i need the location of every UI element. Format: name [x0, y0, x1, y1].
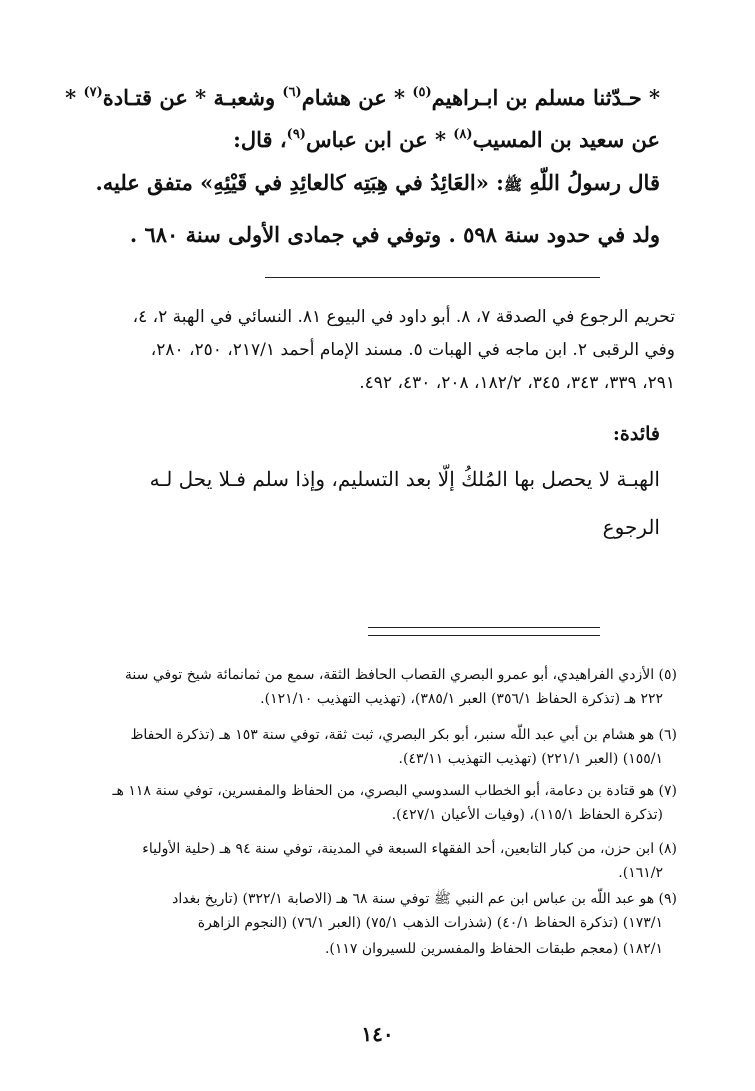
footnote-ref-6: (٦): [282, 85, 302, 100]
narrator-text: * حـدّثنا مسلم بن ابـراهيم: [431, 85, 660, 110]
footnote-divider-top: [368, 627, 600, 628]
section-divider: [265, 277, 600, 278]
reference-line-2: وفي الرقبى ٢. ابن ماجه في الهبات ٥. مسند الإمام أحمد ٢١٧/١، ٢٥٠، ٢٨٠،: [150, 340, 675, 360]
hadith-text-line: [95, 168, 660, 200]
footnote-6-line-2: ١٥٥/١) (العبر ٢٢١/١) (تهذيب التهذيب ٤٣/١١).: [398, 751, 663, 767]
footnote-6-line-1: (٦) هو هشام بن أبي عبد اللّه سنبر، أبو بكر البصري، ثبت ثقة، توفي سنة ١٥٣ هـ (تذكرة الحفاظ: [130, 727, 677, 743]
footnote-9-line-2: ١٧٣/١) (تذكرة الحفاظ ٤٠/١) (شذرات الذهب ٧٥/١) (العبر ٧٦/١) (النجوم الزاهرة: [197, 915, 663, 931]
footnote-ref-9: (٩): [286, 127, 306, 142]
footnote-5-line-1: (٥) الأزدي الفراهيدي، أبو عمرو البصري القصاب الحافظ الثقة، سمع من ثمانمائة شيخ توفي سنة: [124, 667, 677, 683]
star-separator: *: [65, 85, 84, 110]
footnote-8-line-2: ١٦١/٢).: [618, 865, 663, 881]
page-number: ١٤٠: [361, 1022, 394, 1046]
honorific-glyph: ﷺ: [503, 176, 523, 194]
narrator-text: * عن هشام: [301, 85, 413, 110]
footnote-ref-7: (٧): [83, 85, 103, 100]
footnote-9-line-3: ١٨٢/١) (معجم طبقات الحفاظ والمفسرين للسيروان ١١٧).: [324, 941, 663, 957]
benefit-heading: فائدة:: [612, 423, 660, 445]
footnote-8-line-1: (٨) ابن حزن، من كبار التابعين، أحد الفقهاء السبعة في المدينة، توفي سنة ٩٤ هـ (حلية الأولياء: [142, 841, 677, 857]
benefit-text-line-1: الهبـة لا يحصل بها المُلكُ إلّا بعد التسليم، وإذا سلم فـلا يحل لـه: [149, 467, 660, 491]
footnote-ref-5: (٥): [412, 85, 432, 100]
reference-line-1: تحريم الرجوع في الصدقة ٧، ٨. أبو داود في البيوع ٨١. النسائي في الهبة ٢، ٤،: [132, 307, 675, 327]
footnote-divider-bottom: [368, 635, 600, 636]
benefit-text-line-2: الرجوع: [602, 515, 660, 539]
narrator-text: ، قال:: [233, 127, 287, 152]
hadith-chain-line-2: [233, 120, 660, 155]
hadith-chain-line-1: [65, 78, 660, 113]
hadith-text: : «العَائِدُ في هِبَتِه كالعائِدِ في قَيْئِهِ» متفق عليه.: [95, 170, 504, 195]
footnote-5-line-2: ٢٢٢ هـ (تذكرة الحفاظ ٣٥٦/١) العبر ٣٨٥/١)، (تهذيب التهذيب ١٢١/١٠).: [260, 691, 663, 707]
footnote-9-line-1: (٩) هو عبد اللّه بن عباس ابن عم النبي ﷺ توفي سنة ٦٨ هـ (الاصابة ٣٢٢/١) (تاريخ بغداد: [172, 891, 677, 907]
footnote-7-line-1: (٧) هو قتادة بن دعامة، أبو الخطاب السدوسي البصري، من الحفاظ والمفسرين، توفي سنة ١١٨ هـ: [112, 783, 677, 799]
narrator-text: وشعبـة * عن قتـادة: [102, 85, 283, 110]
reference-line-3: ٢٩١، ٣٣٩، ٣٤٣، ٣٤٥، ١٨٢/٢، ٢٠٨، ٤٣٠، ٤٩٢.: [359, 373, 675, 393]
narrator-text: * عن ابن عباس: [305, 127, 454, 152]
hadith-text: قال رسولُ اللّهِ: [522, 170, 660, 195]
footnote-7-line-2: (تذكرة الحفاظ ١١٥/١)، (وفيات الأعيان ٤٢٧/١).: [391, 807, 663, 823]
footnote-ref-8: (٨): [453, 127, 473, 142]
birth-death-line: ولد في حدود سنة ٥٩٨ . وتوفي في جمادى الأولى سنة ٦٨٠ .: [129, 222, 660, 247]
narrator-text: عن سعيد بن المسيب: [472, 127, 660, 152]
